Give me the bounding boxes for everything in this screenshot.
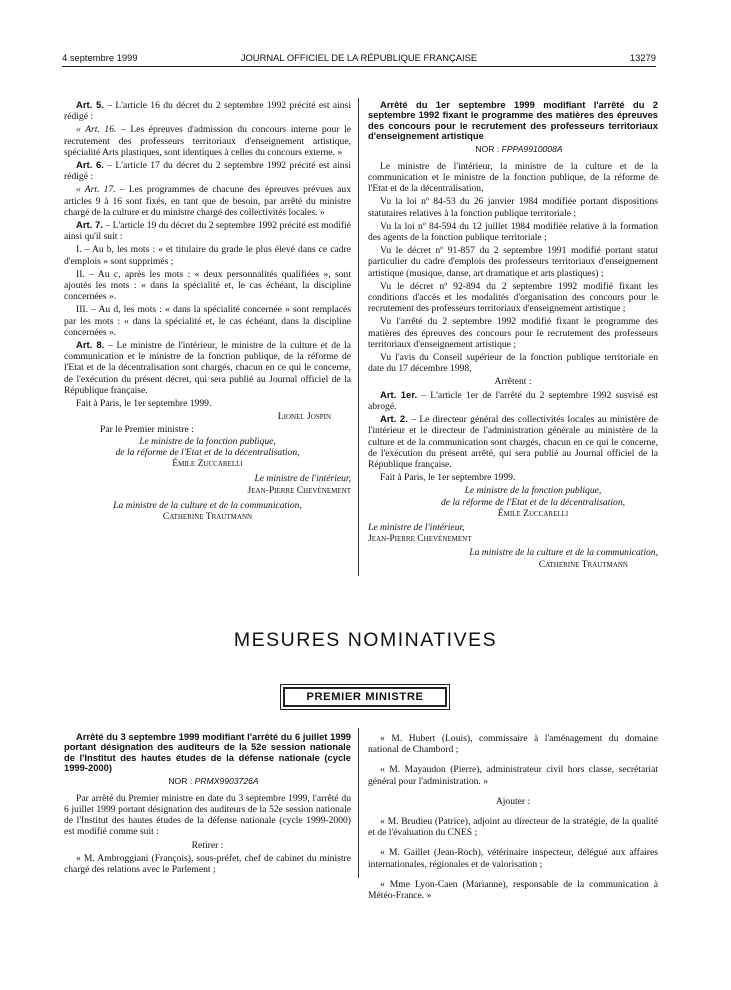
- left-column-top: [64, 100, 351, 522]
- nor-reference: NOR : FPPA9910008A: [475, 143, 563, 154]
- signing-date: Fait à Paris, le 1er septembre 1999.: [380, 472, 516, 484]
- entry-gaillet: « M. Gaillet (Jean-Roch), vétérinaire inspecteur, délégué aux affaires internationales, régionales et de valorisation ;: [368, 847, 658, 870]
- header-rule: [62, 66, 656, 67]
- signatory-title-culture: La ministre de la culture et de la communication,: [113, 499, 302, 511]
- entry-ambroggiani: « M. Ambroggiani (François), sous-préfet, chef de cabinet du ministre chargé des relations avec le Parlement ;: [64, 852, 351, 876]
- ministry-heading: PREMIER MINISTRE: [283, 687, 447, 707]
- article-5-quote: « Art. 16. – Les épreuves d'admission du concours interne pour le recrutement des professeurs territoriaux d'enseignement artistique, spécialité Arts plastiques, sont identiques à celles du concours externe. »: [64, 124, 351, 158]
- article-6-quote: « Art. 17. – Les programmes de chacune des épreuves prévues aux articles 9 à 16 sont fixés, en tant que de besoin, par arrêté du ministre chargé de la culture et du ministre chargé des collectivités locales. »: [64, 184, 351, 218]
- signatory-name-trautmann: Catherine Trautmann: [538, 558, 628, 570]
- entry-lyon-caen: « Mme Lyon-Caen (Marianne), responsable de la communication à Météo-France. »: [368, 878, 658, 902]
- signatory-title-fonction-publique-2: de la réforme de l'Etat et de la décentralisation,: [440, 496, 626, 508]
- visa-6: Vu l'avis du Conseil supérieur de la fonction publique territoriale en date du 17 décembre 1998,: [368, 352, 658, 375]
- right-column-bottom: [368, 733, 658, 903]
- section-title: MESURES NOMINATIVES: [233, 629, 498, 651]
- article-7-item-1: I. – Au b, les mots : « et titulaire du grade le plus élevé dans ce cadre d'emplois » sont supprimés ;: [64, 244, 351, 267]
- ajouter-heading: Ajouter :: [495, 795, 531, 807]
- decree-body: Par arrêté du Premier ministre en date du 3 septembre 1999, l'arrêté du 6 juillet 1999 portant désignation des auditeurs de la 52e session nationale de l'Institut des hautes études de la défense nationale (cycle 1999-2000) est modifié comme suit :: [64, 792, 351, 838]
- column-divider-top: [358, 98, 359, 576]
- right-column-top: [368, 100, 658, 570]
- signatory-title-culture: La ministre de la culture et de la communication,: [469, 547, 658, 559]
- article-7-item-3: III. – Au d, les mots : « dans la spécialité concernée » sont remplacés par les mots : « dans la spécialité et, le cas échéant, dans la discipline concernées ».: [64, 304, 351, 338]
- decree-title: Arrêté du 1er septembre 1999 modifiant l'arrêté du 2 septembre 1992 fixant le programme des matières des épreuves des concours pour le recrutement des professeurs territoriaux d'enseignement artistique: [368, 99, 658, 142]
- retirer-heading: Retirer :: [191, 839, 224, 851]
- nor-reference: NOR : PRMX9903726A: [168, 775, 259, 786]
- visa-4: Vu le décret nº 92-894 du 2 septembre 1992 modifié fixant les conditions d'accès et les modalités d'organisation des concours pour le recrutement des professeurs territoriaux d'enseignement artistique ;: [368, 280, 658, 315]
- visa-5: Vu l'arrêté du 2 septembre 1992 modifié fixant le programme des matières des épreuves des concours pour le recrutement des professeurs territoriaux d'enseignement artistique ;: [368, 316, 658, 350]
- article-7-item-2: II. – Au c, après les mots : « deux personnalités qualifiées », sont ajoutés les mots : « dans la spécialité et, le cas échéant, la discipline concernées ».: [64, 268, 351, 303]
- signatory-title-interieur: Le ministre de l'intérieur,: [368, 521, 465, 533]
- header-date: 4 septembre 1999: [62, 52, 138, 63]
- visa-1: Vu la loi nº 84-53 du 26 janvier 1984 modifiée portant dispositions statutaires relatives à la fonction publique territoriale ;: [368, 196, 658, 219]
- entry-hubert: « M. Hubert (Louis), commissaire à l'aménagement du domaine national de Chambord ;: [368, 733, 658, 756]
- article-8: Art. 8. – Le ministre de l'intérieur, le ministre de la culture et de la communication et le ministre de la fonction publique, de la réforme de l'Etat et de la décentralisation sont chargés, chacun en ce qui le concerne, de l'exécution du présent décret, qui sera publié au Journal officiel de la République française.: [64, 340, 351, 396]
- column-divider-bottom: [358, 728, 359, 878]
- signatory-title-fonction-publique-1: Le ministre de la fonction publique,: [464, 485, 602, 497]
- preamble: Le ministre de l'intérieur, la ministre de la culture et de la communication et le ministre de la fonction publique, de la réforme de l'Etat et de la décentralisation,: [368, 160, 658, 195]
- ministry-heading-box: [280, 684, 450, 710]
- signatory-name-chevenement: Jean-Pierre Chevènement: [247, 484, 351, 496]
- article-7: Art. 7. – L'article 19 du décret du 2 septembre 1992 précité est modifié ainsi qu'il suit :: [64, 220, 351, 243]
- article-2: Art. 2. – Le directeur général des collectivités locales au ministère de l'intérieur et le directeur de l'administration générale au ministère de la culture et de la communication sont chargés, chacun en ce qui le concerne, de l'exécution du présent arrêté, qui sera publié au Journal officiel de la République française.: [368, 414, 658, 470]
- by-prime-minister: Par le Premier ministre :: [100, 424, 194, 436]
- header-journal-title: JOURNAL OFFICIEL DE LA RÉPUBLIQUE FRANÇAISE: [240, 52, 478, 63]
- decree-title: Arrêté du 3 septembre 1999 modifiant l'arrêté du 6 juillet 1999 portant désignation des auditeurs de la 52e session nationale de l'Institut des hautes études de la défense nationale (cycle 1999-2000): [64, 731, 351, 774]
- signatory-name-zuccarelli: Émile Zuccarelli: [172, 458, 243, 470]
- article-1: Art. 1er. – L'article 1er de l'arrêté du 2 septembre 1992 susvisé est abrogé.: [368, 389, 659, 412]
- signatory-title-fonction-publique-2: de la réforme de l'Etat et de la décentralisation,: [115, 446, 300, 458]
- signatory-name-chevenement: Jean-Pierre Chevènement: [368, 533, 472, 545]
- signature-prime-minister: Lionel Jospin: [277, 411, 331, 423]
- entry-brudieu: « M. Brudieu (Patrice), adjoint au directeur de la stratégie, de la qualité et de l'évaluation du CNES ;: [368, 816, 658, 839]
- page-header: [62, 52, 656, 66]
- article-5: Art. 5. – L'article 16 du décret du 2 septembre 1992 précité est ainsi rédigé :: [64, 100, 351, 123]
- header-page-number: 13279: [629, 52, 656, 63]
- signatory-name-zuccarelli: Émile Zuccarelli: [497, 507, 569, 519]
- arretent: Arrêtent :: [494, 376, 532, 388]
- left-column-bottom: [64, 732, 351, 877]
- signing-date: Fait à Paris, le 1er septembre 1999.: [76, 398, 212, 410]
- entry-mayaudon: « M. Mayaudon (Pierre), administrateur civil hors classe, secrétariat général pour l'administration. »: [368, 764, 658, 787]
- signatory-title-interieur: Le ministre de l'intérieur,: [254, 473, 351, 485]
- signatory-title-fonction-publique-1: Le ministre de la fonction publique,: [139, 435, 276, 447]
- signatory-name-trautmann: Catherine Trautmann: [162, 510, 253, 522]
- article-6: Art. 6. – L'article 17 du décret du 2 septembre 1992 précité est ainsi rédigé :: [64, 160, 351, 183]
- visa-2: Vu la loi nº 84-594 du 12 juillet 1984 modifiée relative à la formation des agents de la fonction publique territoriale ;: [368, 220, 658, 244]
- visa-3: Vu le décret nº 91-857 du 2 septembre 1991 modifié portant statut particulier du cadre d'emplois des professeurs territoriaux d'enseignement artistique (musique, danse, art dramatique et arts plastiques) ;: [368, 245, 658, 279]
